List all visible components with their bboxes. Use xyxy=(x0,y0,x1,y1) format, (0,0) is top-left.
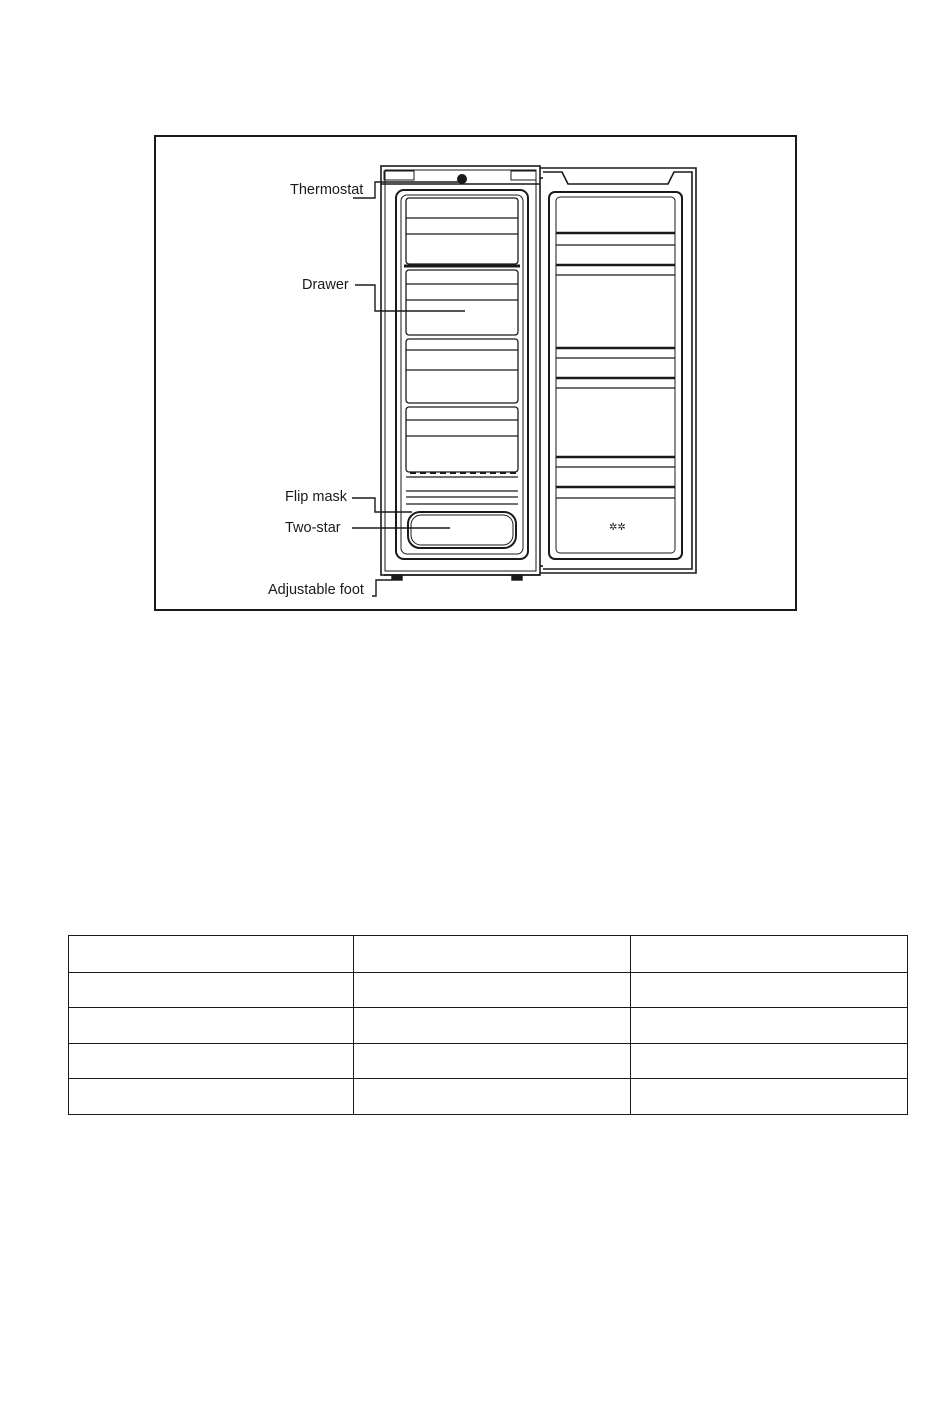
table-row xyxy=(69,973,908,1008)
star-symbol-icon: ✲✲ xyxy=(609,522,626,533)
table-cell xyxy=(354,1079,631,1115)
table-cell xyxy=(631,973,908,1008)
table-row xyxy=(69,1079,908,1115)
table-cell xyxy=(354,1008,631,1044)
table-cell xyxy=(69,1079,354,1115)
drawer-label: Drawer xyxy=(302,277,349,293)
table-row xyxy=(69,1008,908,1044)
table-cell xyxy=(354,936,631,973)
door xyxy=(540,168,696,573)
table-cell xyxy=(631,936,908,973)
two-star-label: Two-star xyxy=(285,520,341,536)
two-star-compartment xyxy=(408,512,516,548)
flip-mask-label: Flip mask xyxy=(285,489,348,505)
table-cell xyxy=(631,1044,908,1079)
door-balconies xyxy=(556,233,675,498)
table-cell xyxy=(354,1044,631,1079)
table-cell xyxy=(631,1079,908,1115)
table-cell xyxy=(69,973,354,1008)
spec-table xyxy=(68,935,908,1115)
table-row xyxy=(69,1044,908,1079)
table-cell xyxy=(354,973,631,1008)
adjustable-foot-label: Adjustable foot xyxy=(268,582,364,598)
table-cell xyxy=(69,936,354,973)
table-cell xyxy=(631,1008,908,1044)
freezer-diagram xyxy=(0,0,950,640)
drawers xyxy=(404,198,520,504)
table-cell xyxy=(69,1008,354,1044)
table-row xyxy=(69,936,908,973)
thermostat-label: Thermostat xyxy=(290,182,364,198)
table-cell xyxy=(69,1044,354,1079)
